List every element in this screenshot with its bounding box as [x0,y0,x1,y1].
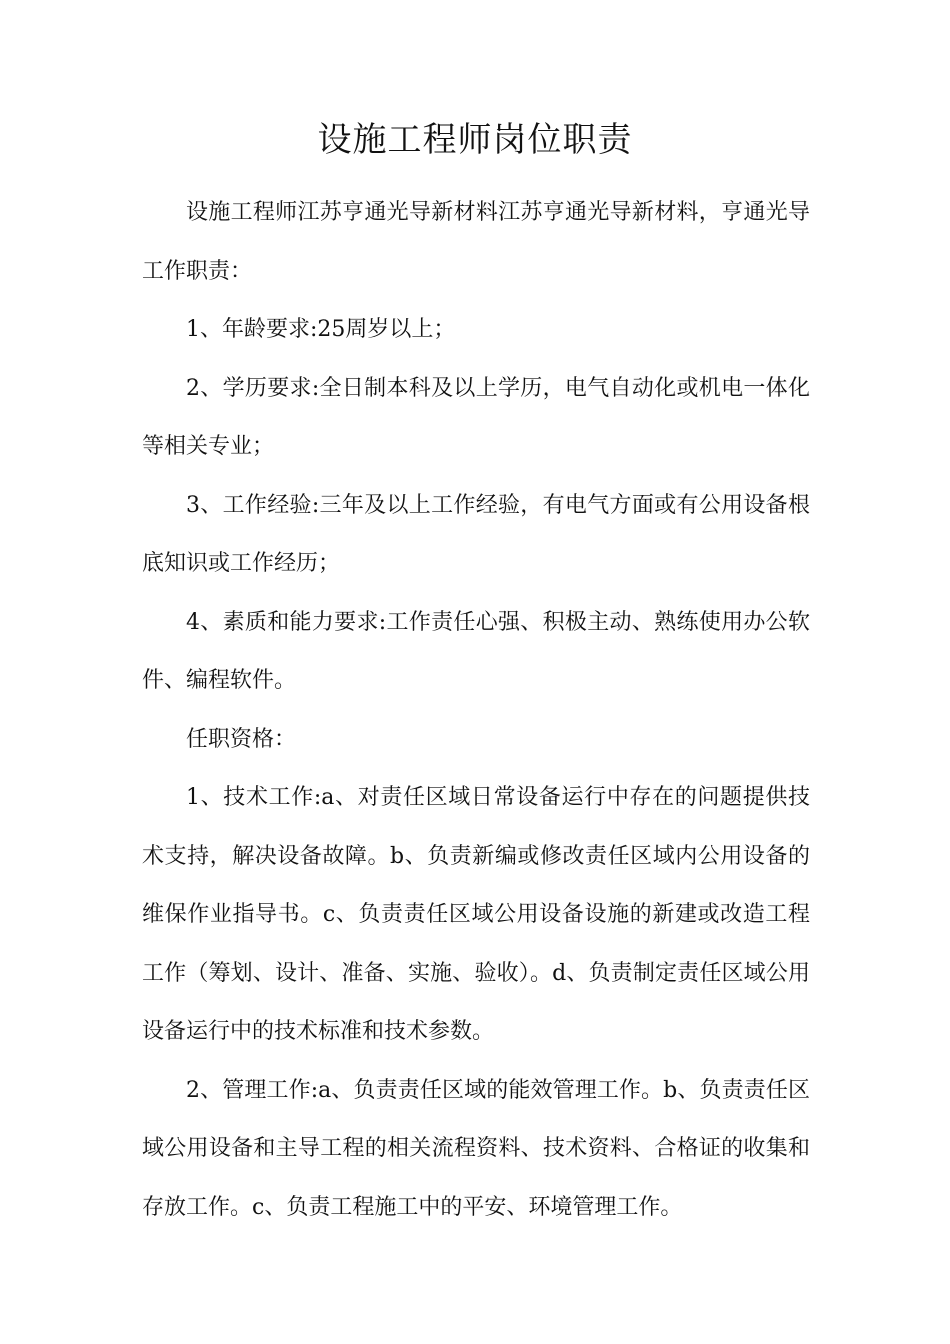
requirement-abilities: 4、素质和能力要求:工作责任心强、积极主动、熟练使用办公软件、编程软件。 [142,609,810,693]
document-title: 设施工程师岗位职责 [317,120,633,160]
duty-management: 2、管理工作:a、负责责任区域的能效管理工作。b、负责责任区域公用设备和主导工程的相关流程资料、技术资料、合格证的收集和存放工作。c、负责工程施工中的平安、环境管理工作。 [142,1077,810,1220]
duty-technical: 1、技术工作:a、对责任区域日常设备运行中存在的问题提供技术支持，解决设备故障。b、负责新编或修改责任区域内公用设备的维保作业指导书。c、负责责任区域公用设备设施的新建或改造工程工作（筹划、设计、准备、实施、验收）。d、负责制定责任区域公用设备运行中的技术标准和技术参数。 [142,785,810,1044]
intro-paragraph: 设施工程师江苏亨通光导新材料江苏亨通光导新材料，亨通光导工作职责： [142,200,810,284]
requirement-experience: 3、工作经验:三年及以上工作经验，有电气方面或有公用设备根底知识或工作经历； [142,492,810,576]
document-body [142,184,810,1237]
qualifications-heading: 任职资格： [186,726,297,752]
requirement-education: 2、学历要求:全日制本科及以上学历，电气自动化或机电一体化等相关专业； [142,375,810,459]
requirement-age: 1、年龄要求:25周岁以上； [186,317,456,342]
